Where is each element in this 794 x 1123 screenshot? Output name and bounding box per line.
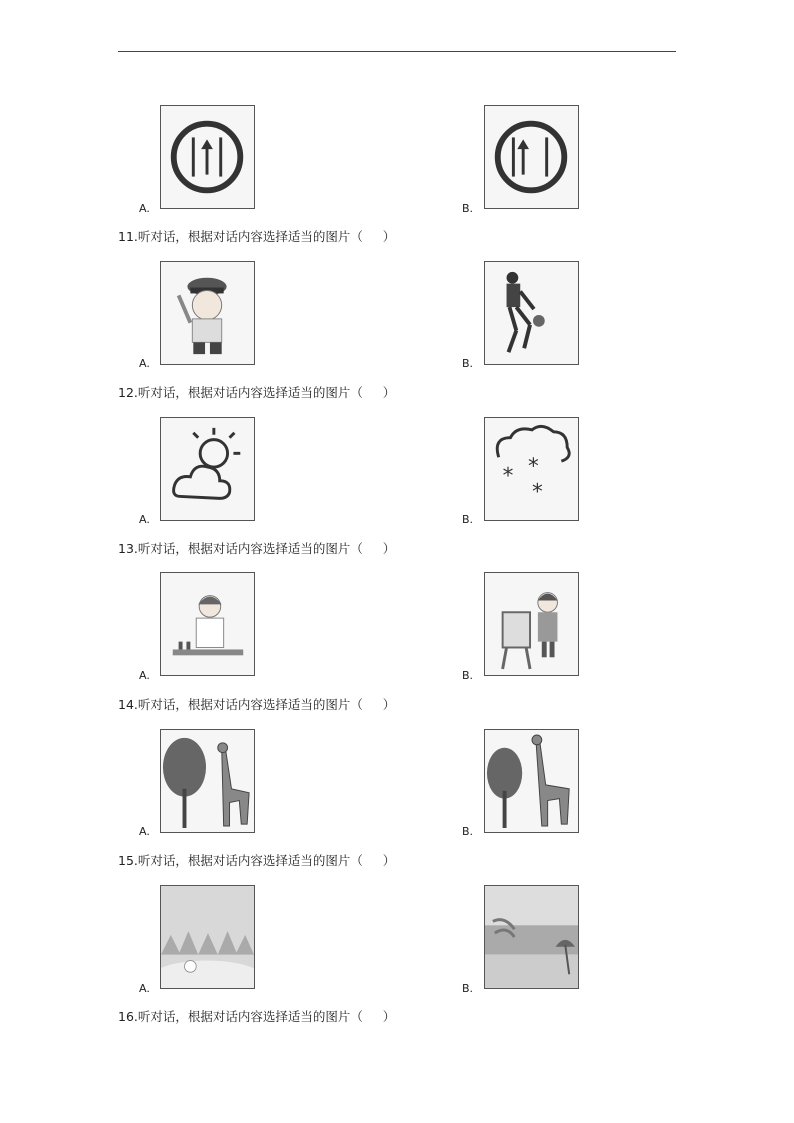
image-sun-and-cloud[interactable] xyxy=(160,417,255,521)
image-snow-cloud[interactable] xyxy=(484,417,579,521)
question-12: 12.听对话，根据对话内容选择适当的图片（ ） xyxy=(118,385,396,400)
image-scientist[interactable] xyxy=(160,572,255,676)
svg-text:*: * xyxy=(528,453,539,479)
image-girl-drawing[interactable] xyxy=(484,572,579,676)
option-a-label: A. xyxy=(139,982,150,995)
image-police-officer[interactable] xyxy=(160,261,255,365)
option-b-label: B. xyxy=(462,669,474,682)
option-b-label: B. xyxy=(462,202,474,215)
option-a-label: A. xyxy=(139,513,150,526)
option-a-label: A. xyxy=(139,357,150,370)
option-a-label: A. xyxy=(139,669,150,682)
option-b-label: B. xyxy=(462,825,474,838)
image-winter-scene[interactable] xyxy=(160,885,255,989)
question-13: 13.听对话，根据对话内容选择适当的图片（ ） xyxy=(118,541,396,556)
image-basketball-player[interactable] xyxy=(484,261,579,365)
option-a-label: A. xyxy=(139,202,150,215)
image-left-lane-sign[interactable] xyxy=(484,105,579,209)
image-tree-giraffe-close[interactable] xyxy=(484,729,579,833)
question-15: 15.听对话，根据对话内容选择适当的图片（ ） xyxy=(118,853,396,868)
question-16: 16.听对话，根据对话内容选择适当的图片（ ） xyxy=(118,1009,396,1024)
image-beach-scene[interactable] xyxy=(484,885,579,989)
option-b-label: B. xyxy=(462,357,474,370)
image-straight-lane-sign[interactable] xyxy=(160,105,255,209)
svg-text:*: * xyxy=(502,463,514,489)
question-11: 11.听对话，根据对话内容选择适当的图片（ ） xyxy=(118,229,396,244)
option-b-label: B. xyxy=(462,513,474,526)
header-rule xyxy=(118,51,676,52)
svg-text:*: * xyxy=(531,479,543,505)
option-a-label: A. xyxy=(139,825,150,838)
image-tree-giraffe[interactable] xyxy=(160,729,255,833)
question-14: 14.听对话，根据对话内容选择适当的图片（ ） xyxy=(118,697,396,712)
option-b-label: B. xyxy=(462,982,474,995)
